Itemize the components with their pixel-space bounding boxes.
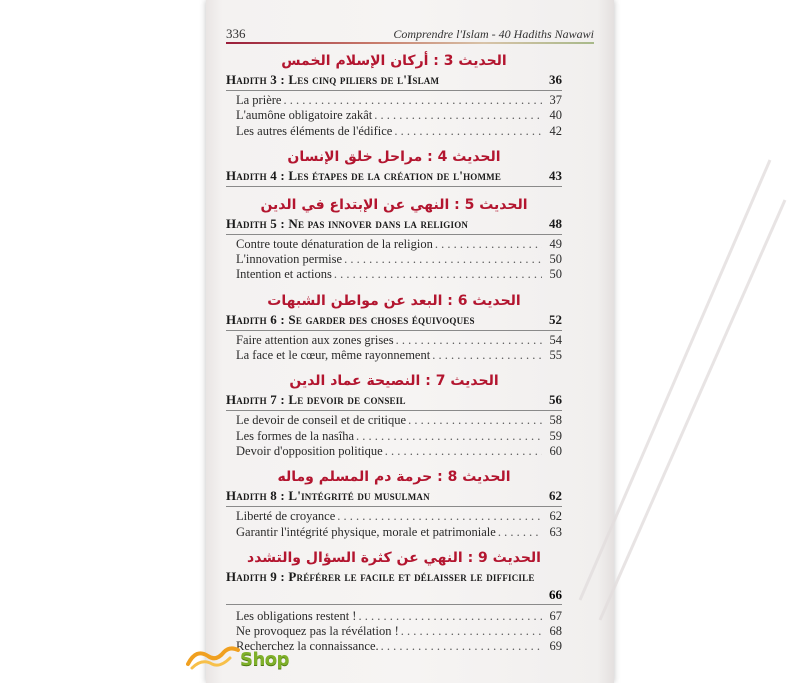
entry-text: Recherchez la connaissance. — [236, 639, 379, 654]
entry-page: 40 — [549, 108, 562, 123]
toc-entry — [226, 444, 562, 459]
arabic-heading: الحديث 6 : البعد عن مواطن الشبهات — [267, 292, 521, 309]
toc-section — [226, 148, 562, 187]
hadith-page-row — [226, 587, 562, 605]
hadith-page: 43 — [549, 167, 562, 183]
hadith-page: 36 — [549, 72, 562, 87]
entry-text: Contre toute dénaturation de la religion — [236, 236, 433, 251]
toc-entry — [226, 509, 562, 524]
toc-section — [226, 468, 562, 540]
page-header — [226, 20, 594, 42]
toc-entry — [226, 93, 562, 108]
hadith-page: 52 — [549, 311, 562, 327]
hadith-title-row — [226, 569, 562, 587]
shop-logo[interactable] — [186, 642, 316, 676]
arabic-heading: الحديث 7 : النصيحة عماد الدين — [289, 373, 499, 390]
toc-section — [226, 292, 562, 364]
entry-page: 55 — [549, 348, 562, 363]
entry-text: La face et le cœur, même rayonnement — [236, 348, 431, 363]
leader-dots — [374, 108, 542, 123]
entry-page: 54 — [549, 332, 562, 347]
entry-page: 60 — [549, 443, 562, 458]
leader-dots — [344, 252, 542, 267]
entry-page: 67 — [549, 608, 562, 623]
hadith-title: Hadith 6 : Se garder des choses équivoques — [226, 311, 475, 327]
hadith-title: Hadith 5 : Ne pas innover dans la religion — [226, 215, 469, 231]
leader-dots — [498, 525, 542, 540]
entry-text: Le devoir de conseil et de critique — [236, 413, 407, 428]
leader-dots — [396, 333, 542, 348]
arabic-heading: الحديث 8 : حرمة دم المسلم وماله — [277, 469, 511, 486]
entry-page: 62 — [549, 509, 562, 524]
entry-text: Faire attention aux zones grises — [236, 332, 394, 347]
hadith-title-row — [226, 72, 562, 91]
toc-section — [226, 196, 562, 283]
leader-dots — [432, 348, 542, 363]
toc-entry — [226, 348, 562, 363]
entry-page: 50 — [549, 252, 562, 267]
entry-text: La prière — [236, 93, 282, 107]
page-number: 336 — [226, 26, 246, 41]
arabic-heading: الحديث 9 : النهي عن كثرة السؤال والتشدد — [247, 549, 541, 566]
toc-entry — [226, 108, 562, 123]
leader-dots — [337, 509, 542, 524]
running-title: Comprendre l'Islam - 40 Hadiths Nawawi — [393, 27, 594, 41]
entry-text: Garantir l'intégrité physique, morale et patrimoniale — [236, 524, 496, 539]
toc-entry — [226, 237, 562, 252]
entry-page: 68 — [549, 624, 562, 639]
leader-dots — [394, 124, 542, 139]
logo-swoosh-icon — [186, 644, 246, 674]
entry-text: L'aumône obligatoire zakât — [236, 108, 373, 123]
hadith-title: Hadith 9 : Préférer le facile et délaisser le difficile — [226, 568, 535, 584]
hadith-title: Hadith 7 : Le devoir de conseil — [226, 392, 406, 408]
leader-dots — [358, 609, 542, 624]
leader-dots — [408, 413, 542, 428]
entry-page: 49 — [549, 236, 562, 251]
toc-entry — [226, 525, 562, 540]
toc-entry — [226, 609, 562, 624]
leader-dots — [385, 444, 542, 459]
toc-section — [226, 372, 562, 459]
hadith-page: 48 — [549, 215, 562, 231]
hadith-page: 56 — [549, 392, 562, 408]
entry-text: Les autres éléments de l'édifice — [236, 123, 393, 138]
entry-text: Ne provoquez pas la révélation ! — [236, 624, 399, 639]
entry-page: 69 — [549, 639, 562, 654]
entry-page: 58 — [549, 413, 562, 428]
toc-section — [226, 52, 562, 139]
entry-text: Intention et actions — [236, 267, 332, 282]
logo-text: Shop — [240, 648, 290, 670]
entry-page: 59 — [549, 428, 562, 443]
hadith-title: Hadith 3 : Les cinq piliers de l'Islam — [226, 72, 440, 87]
arabic-heading: الحديث 4 : مراحل خلق الإنسان — [287, 148, 501, 165]
leader-dots — [381, 639, 542, 654]
hadith-title-row — [226, 392, 562, 411]
toc-entry — [226, 267, 562, 282]
table-of-contents — [226, 52, 562, 664]
entry-text: L'innovation permise — [236, 252, 343, 267]
hadith-title-row — [226, 312, 562, 331]
entry-page: 37 — [549, 93, 562, 107]
entry-text: Les formes de la nasîha — [236, 428, 355, 443]
entry-text: Les obligations restent ! — [236, 608, 357, 623]
hadith-title: Hadith 4 : Les étapes de la création de l'homme — [226, 167, 502, 183]
toc-entry — [226, 124, 562, 139]
entry-page: 63 — [549, 524, 562, 539]
leader-dots — [401, 624, 542, 639]
hadith-title-row — [226, 216, 562, 235]
toc-entry — [226, 252, 562, 267]
toc-section — [226, 549, 562, 655]
toc-entry — [226, 429, 562, 444]
entry-page: 50 — [549, 267, 562, 282]
leader-dots — [334, 267, 542, 282]
toc-entry — [226, 333, 562, 348]
toc-entry — [226, 413, 562, 428]
entry-text: Devoir d'opposition politique — [236, 443, 383, 458]
hadith-page: 66 — [549, 586, 562, 602]
hadith-title: Hadith 8 : L'intégrité du musulman — [226, 488, 430, 504]
leader-dots — [283, 93, 542, 108]
header-rule — [226, 42, 594, 44]
arabic-heading: الحديث 5 : النهي عن الإبتداع في الدين — [260, 196, 528, 213]
entry-text: Liberté de croyance — [236, 509, 336, 524]
arabic-heading: الحديث 3 : أركان الإسلام الخمس — [281, 53, 507, 69]
toc-entry — [226, 624, 562, 639]
hadith-page: 62 — [549, 488, 562, 504]
hadith-title-row — [226, 488, 562, 507]
leader-dots — [435, 237, 542, 252]
entry-page: 42 — [549, 123, 562, 138]
hadith-title-row — [226, 168, 562, 187]
leader-dots — [356, 429, 542, 444]
